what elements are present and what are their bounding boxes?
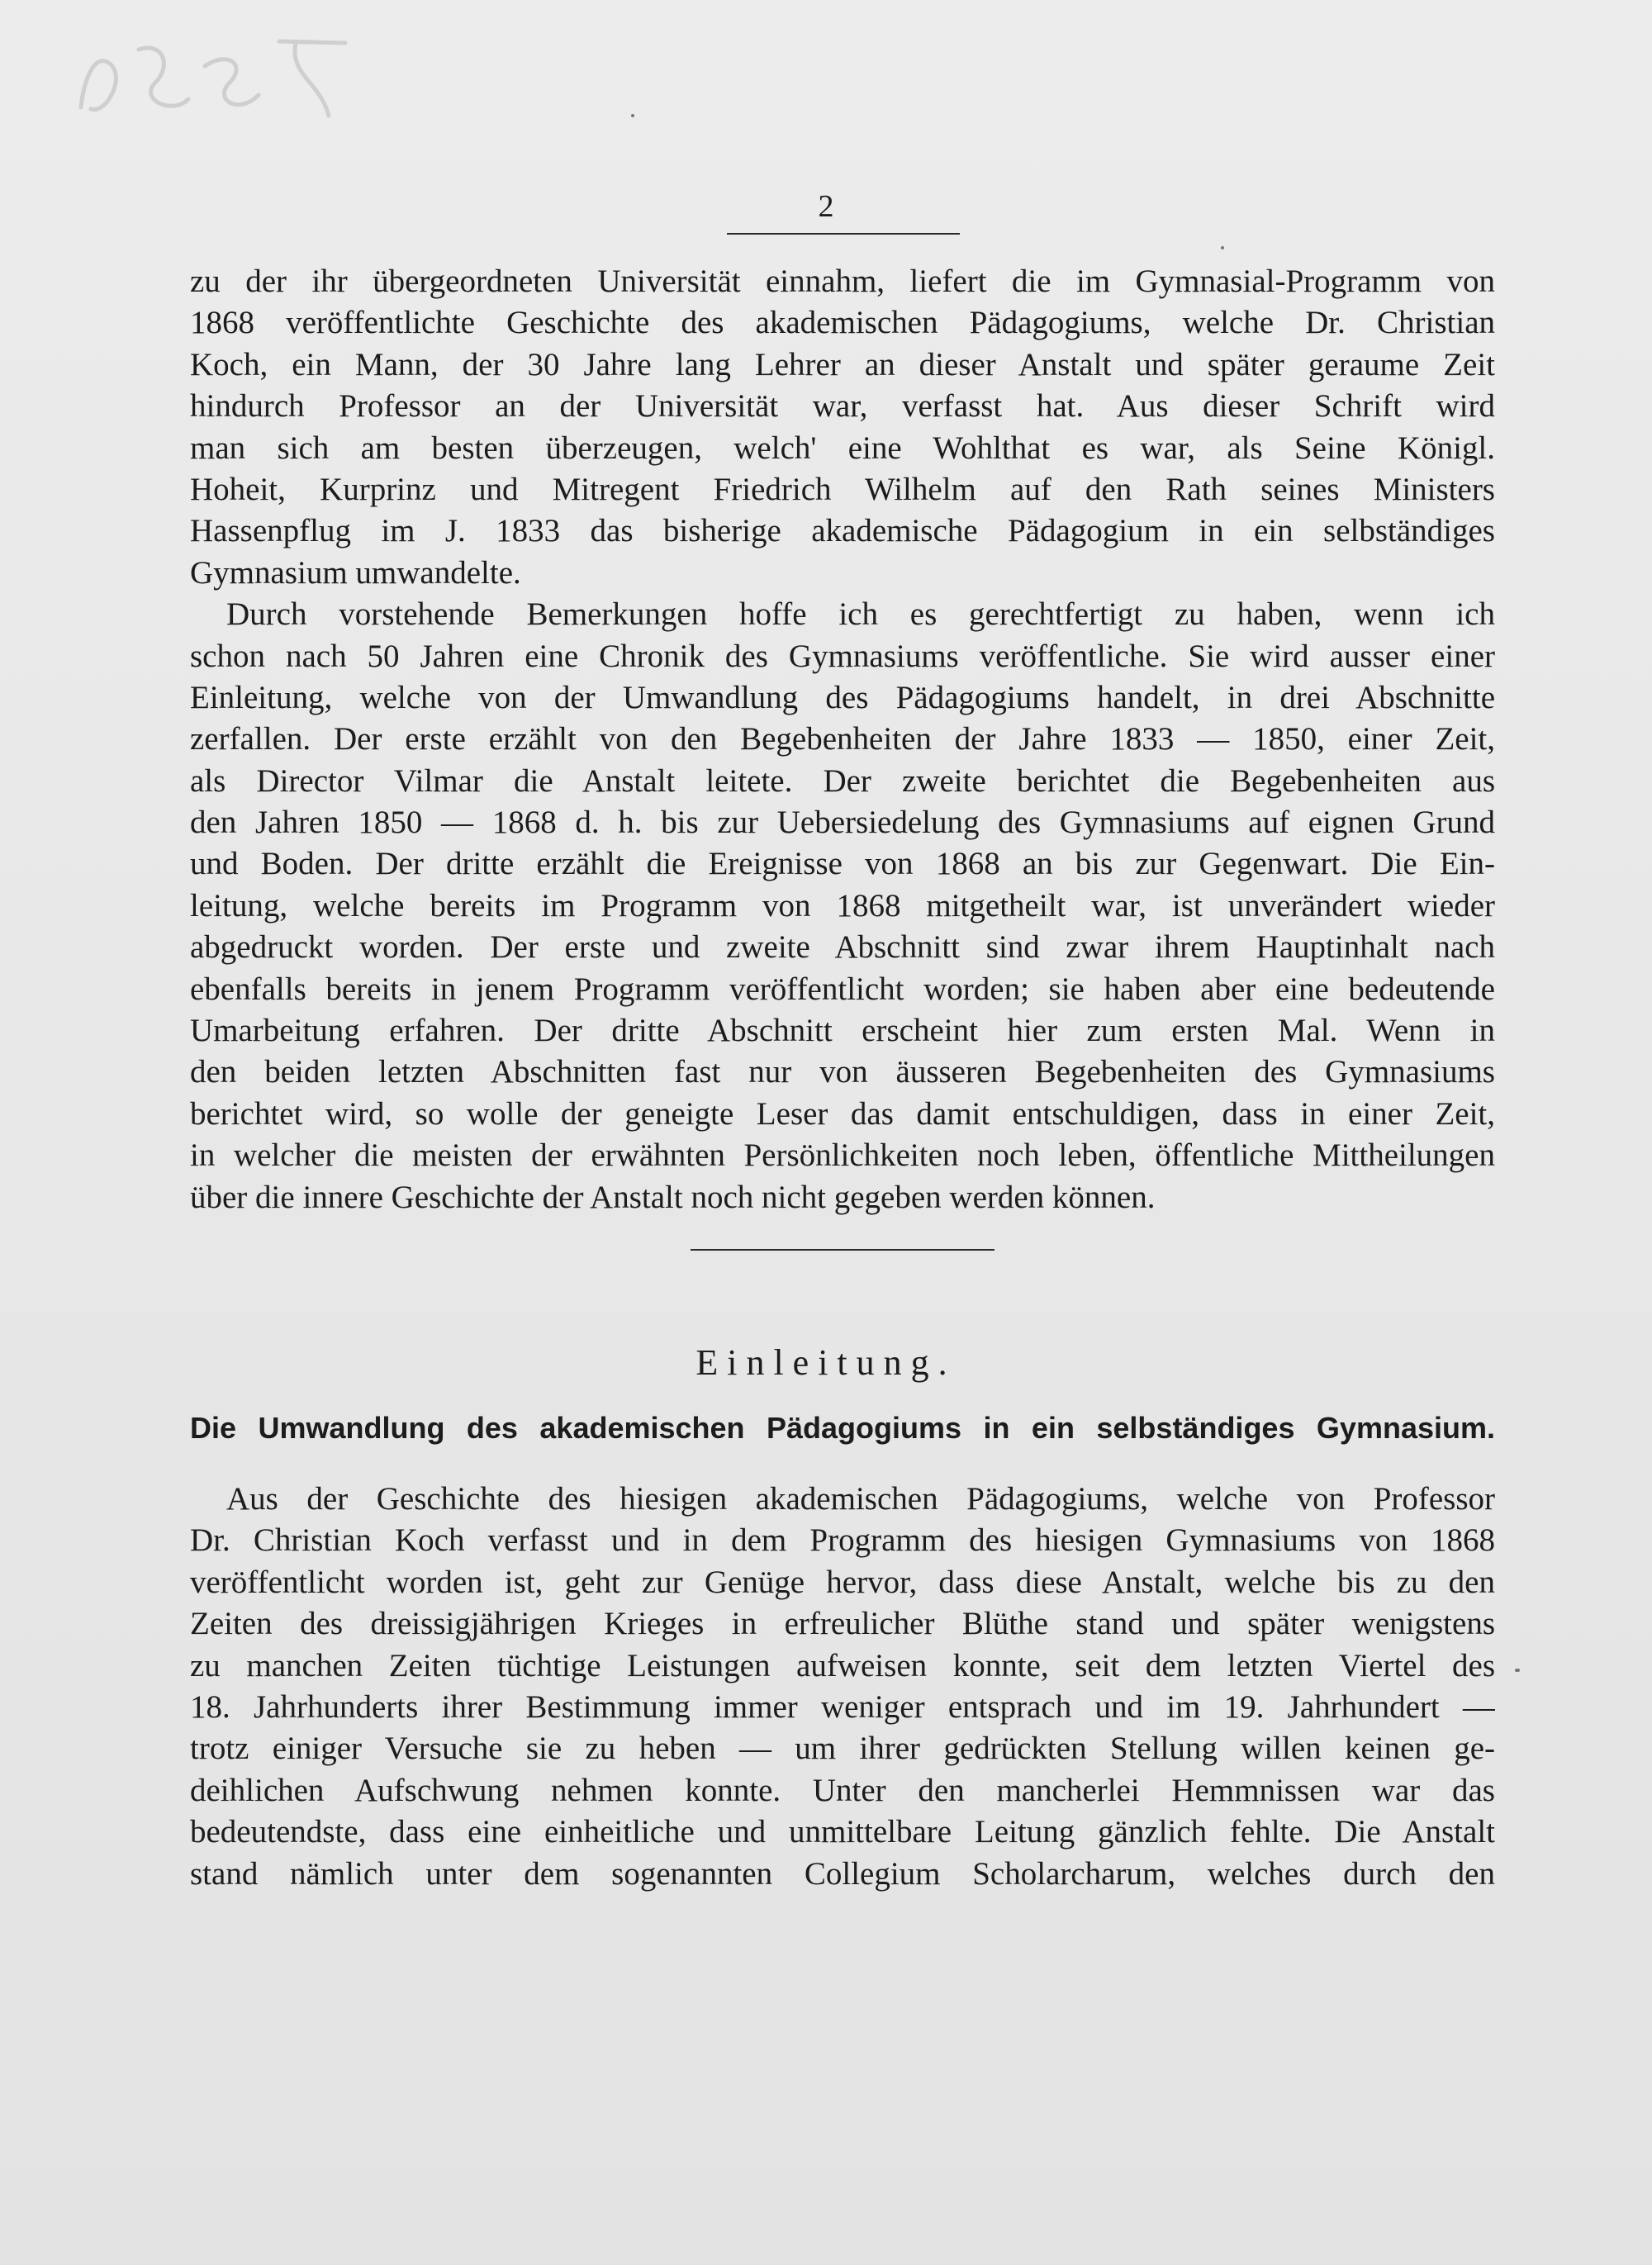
section-subheading: Die Umwandlung des akademischen Pädagogiums in ein selbständiges Gymnasium. [190, 1411, 1495, 1445]
text-line: man sich am besten überzeugen, welch' eine Wohlthat es war, als Seine Königl. [190, 430, 1495, 466]
text-line: stand nämlich unter dem sogenannten Collegium Scholarcharum, welches durch den [190, 1855, 1495, 1892]
text-line: 1868 veröffentlichte Geschichte des akademischen Pädagogiums, welche Dr. Christian [190, 305, 1495, 341]
text-line: ebenfalls bereits in jenem Programm veröffentlicht worden; sie haben aber eine bedeutende [190, 971, 1495, 1007]
text-line: zerfallen. Der erste erzählt von den Begebenheiten der Jahre 1833 — 1850, einer Zeit, [190, 721, 1495, 757]
text-line: Dr. Christian Koch verfasst und in dem Programm des hiesigen Gymnasiums von 1868 [190, 1522, 1495, 1559]
text-line: zu manchen Zeiten tüchtige Leistungen aufweisen konnte, seit dem letzten Viertel des [190, 1647, 1495, 1683]
intro-paragraphs [190, 261, 1495, 1218]
body-paragraph [190, 1479, 1495, 1895]
text-line: trotz einiger Versuche sie zu heben — um ihrer gedrückten Stellung willen keinen ge- [190, 1731, 1495, 1767]
text-line: zu der ihr übergeordneten Universität einnahm, liefert die im Gymnasial-Programm von [190, 264, 1495, 299]
text-line: Aus der Geschichte des hiesigen akademischen Pädagogiums, welche von Professor [226, 1481, 1495, 1517]
text-line: Durch vorstehende Bemerkungen hoffe ich es gerechtfertigt zu haben, wenn ich [226, 596, 1495, 633]
section-heading: Einleitung. [695, 1342, 957, 1383]
text-line: Zeiten des dreissigjährigen Krieges in erfreulicher Blüthe stand und später wenigstens [190, 1606, 1495, 1642]
header-rule [727, 233, 960, 235]
text-line: deihlichen Aufschwung nehmen konnte. Unter den mancherlei Hemmnissen war das [190, 1772, 1495, 1808]
text-line: den Jahren 1850 — 1868 d. h. bis zur Uebersiedelung des Gymnasiums auf eignen Grund [190, 805, 1495, 841]
text-line: schon nach 50 Jahren eine Chronik des Gymnasiums veröffentliche. Sie wird ausser einer [190, 638, 1495, 674]
text-line: und Boden. Der dritte erzählt die Ereignisse von 1868 an bis zur Gegenwart. Die Ein- [190, 846, 1495, 882]
margin-speck [1221, 246, 1224, 249]
text-line: veröffentlicht worden ist, geht zur Genüge hervor, dass diese Anstalt, welche bis zu den [190, 1564, 1495, 1600]
margin-speck [631, 114, 634, 117]
text-line: abgedruckt worden. Der erste und zweite Abschnitt sind zwar ihrem Hauptinhalt nach [190, 929, 1495, 966]
text-line: Einleitung, welche von der Umwandlung des Pädagogiums handelt, in drei Abschnitte [190, 679, 1495, 715]
text-line: über die innere Geschichte der Anstalt noch nicht gegeben werden können. [190, 1179, 1156, 1215]
text-line: 18. Jahrhunderts ihrer Bestimmung immer weniger entsprach und im 19. Jahrhundert — [190, 1688, 1495, 1725]
text-line: berichtet wird, so wolle der geneigte Leser das damit entschuldigen, dass in einer Zeit, [190, 1095, 1495, 1132]
text-line: hindurch Professor an der Universität war, verfasst hat. Aus dieser Schrift wird [190, 388, 1495, 425]
text-line: Hassenpflug im J. 1833 das bisherige akademische Pädagogium in ein selbständiges [190, 513, 1495, 549]
text-line: in welcher die meisten der erwähnten Persönlichkeiten noch leben, öffentliche Mittheilungen [190, 1137, 1495, 1174]
text-line: Gymnasium umwandelte. [190, 554, 521, 591]
handwritten-archive-number [73, 17, 370, 132]
text-line: leitung, welche bereits im Programm von 1868 mitgetheilt war, ist unverändert wieder [190, 887, 1495, 924]
show-through-bleed [1173, 2098, 1180, 2126]
text-line: als Director Vilmar die Anstalt leitete. Der zweite berichtet die Begebenheiten aus [190, 762, 1495, 799]
page-number: 2 [818, 189, 834, 224]
margin-speck [1515, 1669, 1520, 1672]
section-divider [691, 1249, 995, 1251]
text-line: Hoheit, Kurprinz und Mitregent Friedrich Wilhelm auf den Rath seines Ministers [190, 471, 1495, 507]
text-line: Umarbeitung erfahren. Der dritte Abschnitt erscheint hier zum ersten Mal. Wenn in [190, 1013, 1495, 1049]
text-line: bedeutendste, dass eine einheitliche und unmittelbare Leitung gänzlich fehlte. Die Anstalt [190, 1814, 1495, 1850]
text-line: Koch, ein Mann, der 30 Jahre lang Lehrer an dieser Anstalt und später geraume Zeit [190, 346, 1495, 382]
text-line: den beiden letzten Abschnitten fast nur von äusseren Begebenheiten des Gymnasiums [190, 1054, 1495, 1090]
